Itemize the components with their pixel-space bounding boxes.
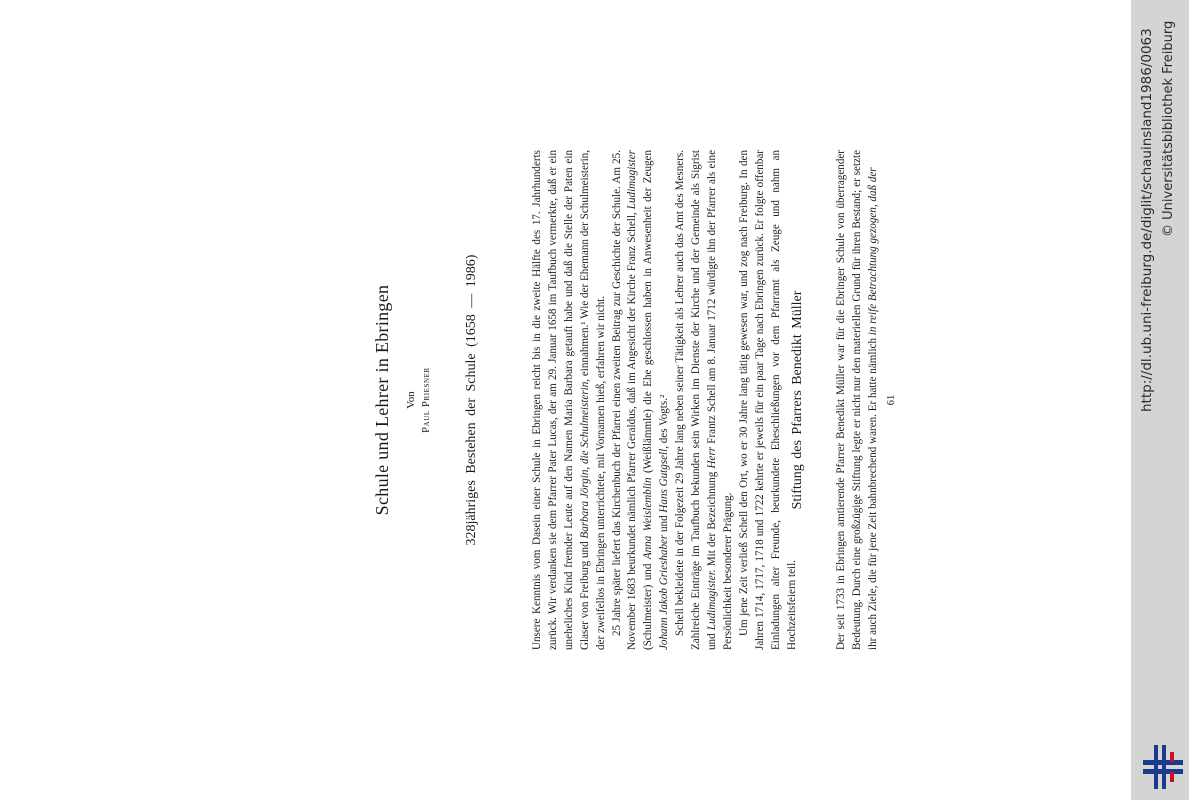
- italic-run: Herr: [705, 446, 718, 469]
- text-run: Der seit 1733 in Ebringen amtierende Pfarrer Benedikt Müller war für die Ebringer Schule von überragender Bedeutung. Durch eine großzügige Stiftung legte er nicht nur den materiellen Grund für ihren Bestand; er setzte ihr auch Ziele, die für jene Zeit bahnbrechend waren. Er hatte nämlich: [835, 150, 879, 650]
- document-page: [260, 150, 940, 650]
- byline-von: Von: [405, 391, 417, 409]
- italic-run: Anna Weislemblin: [642, 477, 655, 560]
- article-body: [530, 150, 800, 650]
- paragraph-3: [673, 150, 737, 650]
- text-run: einnahmen.¹ Wie der Ehemann der Schulmeisterin, der zweifellos in Ebringen unterrichtete, mit Vornamen hieß, erfahren wir nicht.: [578, 150, 607, 650]
- italic-run: Ludimagister.: [705, 569, 718, 631]
- copyright-notice: © Universitätsbibliothek Freiburg: [1161, 20, 1176, 237]
- section-body: [823, 150, 893, 650]
- text-run: (Schulmeister) und: [642, 559, 655, 650]
- text-run: Mit der Bezeichnung: [705, 468, 718, 570]
- italic-run: Johann Jakob Grieshaber: [658, 534, 671, 650]
- text-run: , des Vogts.²: [658, 394, 671, 449]
- paragraph-4: Um jene Zeit verließ Schell den Ort, wo er 30 Jahre lang tätig gewesen war, und zog nach Freiburg. In den Jahren 1714, 1717, 1718 und 1722 kehrte er jeweils für ein paar Tage nach Ebringen zurück. Er folgte offenbar Einladungen alter Freunde, beurkundete Eheschließungen vor dem Pfarramt als Zeuge und nahm an Hochzeitsfeiern teil.: [737, 150, 798, 650]
- library-logo-icon: [1141, 742, 1185, 792]
- section-heading: Stiftung des Pfarrers Benedikt Müller: [790, 290, 805, 510]
- text-run: Frantz Schell am 8. Januar 1712 würdigte ihn der Pfarrer als eine Persönlichkeit besonderer Prägung.: [705, 149, 734, 650]
- text-run: (Weißlämmle) die Ehe geschlossen haben in Anwesenheit der Zeugen: [642, 149, 655, 478]
- text-run: Schell bekleidete in der Folgezeit 29 Jahre lang neben seiner Tätigkeit als Lehrer auch das Amt des Mesners. Zahlreiche Einträge im Taufbuch bekunden sein Wirken im Dienste der Kirche und der Gemeinde als Sigrist und: [674, 150, 718, 650]
- text-run: 25 Jahre später liefert das Kirchenbuch der Pfarrei einen zweiten Beitrag zur Geschichte der Schule. Am 25. November 1683 beurkundet nämlich Pfarrer Geraldus, daß im Angesicht der Kirche Franz Schell,: [610, 150, 639, 650]
- italic-run: Hans Gutgsell: [658, 448, 671, 513]
- page-number: 61: [886, 394, 897, 406]
- text-run: Unsere Kenntnis vom Dasein einer Schule in Ebringen reicht bis in die zweite Hälfte des 17. Jahrhunderts zurück. Wir verdanken sie dem Pfarrer Pater Lucas, der am 29. Januar 1658 im Taufbuch vermerkte, daß er ein uneheliches Kind fremder Leute auf den Namen Maria Barbara getauft habe und daß die Stelle der Paten ein Glaser von Freiburg und: [531, 150, 591, 650]
- article-title: Schule und Lehrer in Ebringen: [372, 284, 392, 516]
- paragraph-2: [610, 150, 674, 650]
- paragraph-5: [834, 150, 882, 650]
- italic-run: Barbara Jörgin, die Schulmeisterin,: [578, 378, 591, 539]
- source-url-link[interactable]: http://dl.ub.uni-freiburg.de/diglit/schauinsland1986/0063: [1139, 28, 1155, 412]
- italic-run: Ludimagister: [626, 150, 639, 210]
- sidebar-text: [1131, 0, 1189, 800]
- author-name: Paul Priesner: [421, 367, 432, 433]
- article-subtitle: 328jähriges Bestehen der Schule (1658 — 1986): [464, 254, 479, 546]
- text-run: und: [658, 512, 671, 535]
- italic-run: in reife Betrachtung gezogen, daß der: [866, 167, 879, 336]
- paragraph-1: [530, 150, 610, 650]
